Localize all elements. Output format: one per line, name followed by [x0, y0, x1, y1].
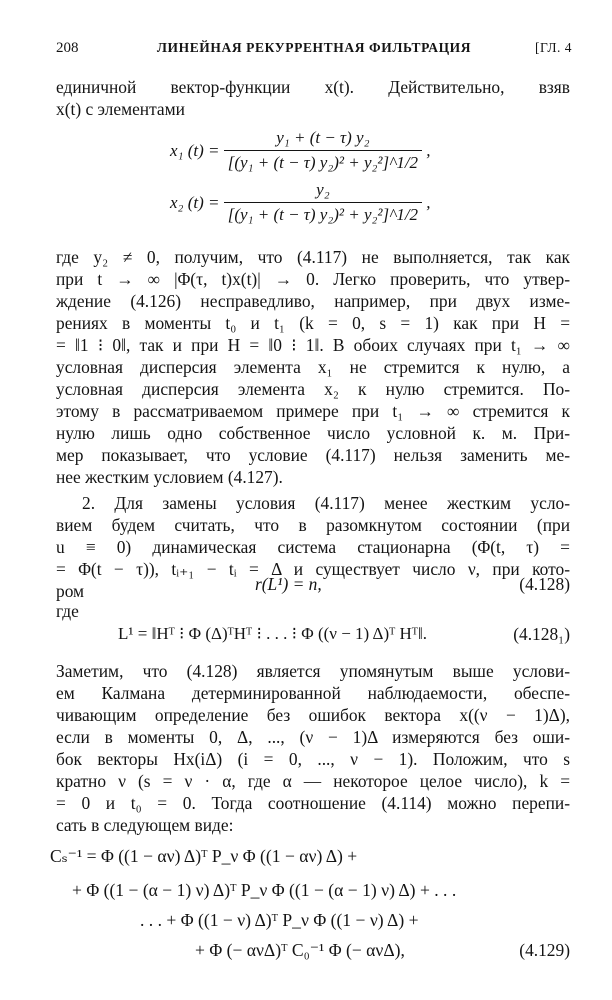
text-line: где y₂ ≠ 0, получим, что (4.117) не выполняется, так как — [56, 247, 570, 267]
text-line: единичной вектор-функции x(t). Действительно, взяв — [56, 77, 570, 97]
equation-4129-line1: Cₛ⁻¹ = Φ ((1 − αν) Δ)ᵀ P_ν Φ ((1 − αν) Δ) + — [50, 846, 358, 866]
text-line: мер показывает, что условие (4.117) нельзя заменить ме- — [56, 445, 570, 465]
text-line: нее жестким условием (4.127). — [56, 467, 283, 487]
formula-tail: , — [426, 140, 431, 160]
text-line: = ‖1 ⁝ 0‖, так и при H = ‖0 ⁝ 1‖. В обоих случаях при t₁ → ∞ — [56, 335, 570, 355]
equation-4129-line2: + Φ ((1 − (α − 1) ν) Δ)ᵀ P_ν Φ ((1 − (α − 1) ν) Δ) + . . . — [72, 880, 457, 900]
equation-4128: r(L¹) = n, — [255, 574, 322, 594]
text-line: чивающим определение без ошибок вектора x((ν − 1)Δ), — [56, 705, 570, 725]
text-line: при t → ∞ |Φ(τ, t)x(t)| → 0. Легко проверить, что утвер- — [56, 269, 570, 289]
formula-x1 — [170, 128, 431, 173]
text-line: u ≡ 0) динамическая система стационарна (Φ(t, τ) = — [56, 537, 570, 557]
fraction-denominator: [(y₁ + (t − τ) y₂)² + y₂²]^1/2 — [227, 205, 419, 224]
text-line: вием будем считать, что в разомкнутом состоянии (при — [56, 515, 570, 535]
text-line: сать в следующем виде: — [56, 815, 234, 835]
text-line: условная дисперсия элемента x₂ к нулю стремится. По- — [56, 379, 570, 399]
equation-label: (4.129) — [519, 940, 570, 960]
text-line: условная дисперсия элемента x₁ не стремится к нулю, а — [56, 357, 570, 377]
text-line: = Φ(t − τ)), tᵢ₊₁ − tᵢ = Δ и существует число ν, при кото- — [56, 559, 570, 579]
text-line: рениях в моменты t₀ и t₁ (k = 0, s = 1) как при H = — [56, 313, 570, 333]
equation-label: (4.128) — [519, 574, 570, 594]
text-line: ром — [56, 581, 85, 601]
fraction-denominator: [(y₁ + (t − τ) y₂)² + y₂²]^1/2 — [227, 153, 419, 172]
text-line: бок векторы Hx(iΔ) (i = 0, ..., ν − 1). Положим, что s — [56, 749, 570, 769]
formula-lhs: x₁ (t) = — [170, 140, 220, 160]
equation-4128-1: L¹ = ‖Hᵀ ⁝ Φ (Δ)ᵀHᵀ ⁝ . . . ⁝ Φ ((ν − 1) Δ)ᵀ Hᵀ‖. — [118, 624, 427, 643]
running-header — [56, 40, 572, 62]
text-line: ем Калмана детерминированной наблюдаемости, обеспе- — [56, 683, 570, 703]
text-line: где — [56, 601, 79, 621]
text-line: этому в рассматриваемом примере при t₁ → ∞ стремится к — [56, 401, 570, 421]
chapter-label: [ГЛ. 4 — [535, 40, 572, 55]
equation-label: (4.128₁) — [513, 624, 570, 644]
formula-x2 — [170, 180, 431, 225]
formula-lhs: x₂ (t) = — [170, 192, 220, 212]
text-line: ждение (4.126) несправедливо, например, при двух изме- — [56, 291, 570, 311]
text-line: если в моменты 0, Δ, ..., (ν − 1)Δ измеряются без оши- — [56, 727, 570, 747]
text-line: Заметим, что (4.128) является упомянутым выше услови- — [56, 661, 570, 681]
running-title: ЛИНЕЙНАЯ РЕКУРРЕНТНАЯ ФИЛЬТРАЦИЯ — [156, 40, 472, 55]
text-line: x(t) с элементами — [56, 99, 185, 119]
equation-4129-line4: + Φ (− ανΔ)ᵀ C₀⁻¹ Φ (− ανΔ), — [195, 940, 405, 960]
text-line: 2. Для замены условия (4.117) менее жестким усло- — [82, 493, 570, 513]
text-line: кратно ν (s = ν · α, где α — некоторое целое число), k = — [56, 771, 570, 791]
formula-tail: , — [426, 192, 431, 212]
fraction-numerator: y₁ + (t − τ) y₂ — [224, 128, 422, 151]
text-line: нулю лишь одно собственное число условной к. м. При- — [56, 423, 570, 443]
page-number: 208 — [56, 40, 79, 56]
fraction — [224, 128, 422, 173]
equation-4129-line3: . . . + Φ ((1 − ν) Δ)ᵀ P_ν Φ ((1 − ν) Δ) + — [140, 910, 419, 930]
text-line: = 0 и t₀ = 0. Тогда соотношение (4.114) можно перепи- — [56, 793, 570, 813]
fraction-numerator: y₂ — [224, 180, 422, 203]
fraction — [224, 180, 422, 225]
